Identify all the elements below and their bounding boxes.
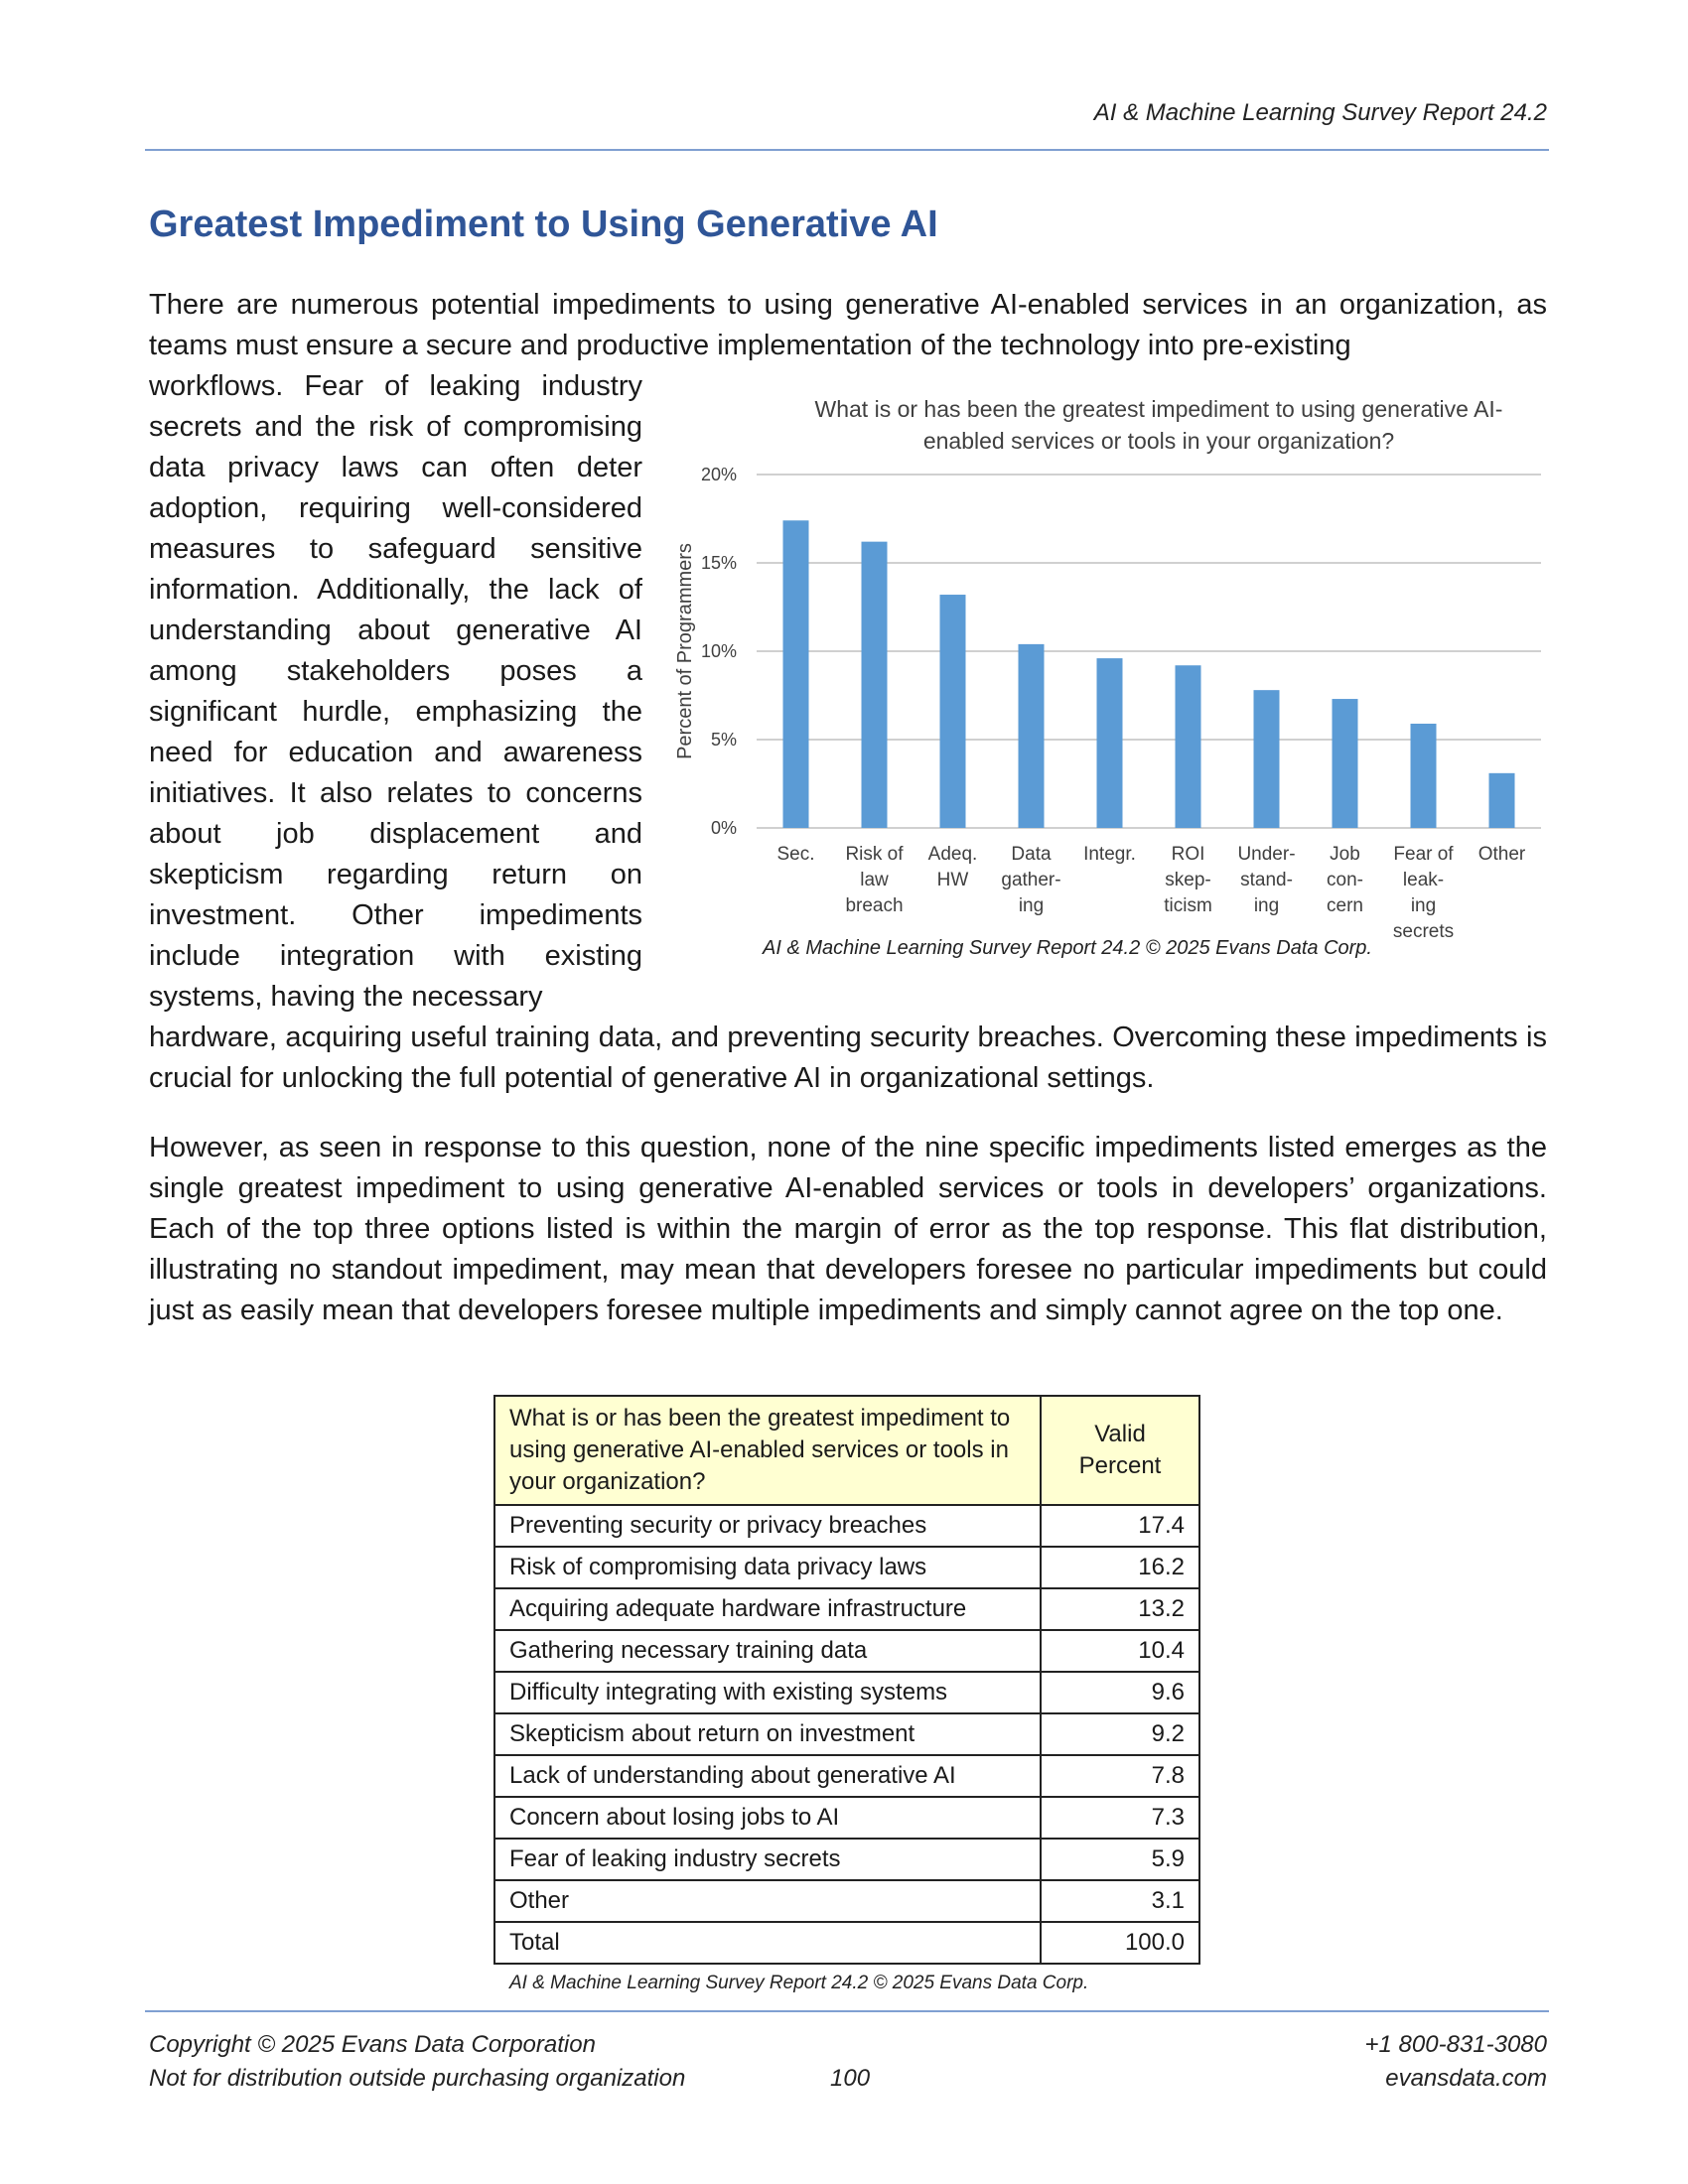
table-row-value: 16.2 — [1041, 1547, 1199, 1588]
table-row-value: 100.0 — [1041, 1922, 1199, 1964]
x-tick-label: Adeq. — [927, 844, 978, 865]
x-tick-label: Other — [1477, 844, 1526, 865]
intro-paragraph-bottom: hardware, acquiring useful training data, and preventing security breaches. Overcoming these impediments is crucial for unlocking the full potential of generative AI in organizational settings. — [149, 1022, 1547, 1094]
table-row-value: 7.3 — [1041, 1797, 1199, 1839]
x-tick-label: ing — [1018, 895, 1045, 916]
y-axis-label: Percent of Programmers — [674, 543, 696, 759]
footer-website: evansdata.com — [1385, 2065, 1547, 2092]
intro-paragraph-left: workflows. Fear of leaking industry secrets and the risk of compromising data privacy laws can often deter adoption, requiring well-considered measures to safeguard sensitive information. Additionally, the lack of understanding about generative AI among stakeholders poses a significant hurdle, emphasizing the need for education and awareness initiatives. It also relates to concerns about job displacement and skepticism regarding return on investment. Other impediments include integration with existing systems, having the necessary — [149, 370, 642, 1013]
section-title: Greatest Impediment to Using Generative AI — [149, 204, 938, 245]
x-tick-label: stand- — [1240, 870, 1293, 890]
header-divider — [145, 149, 1549, 151]
table-row — [494, 1588, 1199, 1630]
running-header: AI & Machine Learning Survey Report 24.2 — [1093, 99, 1547, 126]
table-row-label: Fear of leaking industry secrets — [494, 1839, 1041, 1880]
bar-chart-svg — [667, 389, 1561, 965]
table-row — [494, 1755, 1199, 1797]
footer-distribution: Not for distribution outside purchasing organization — [149, 2065, 686, 2092]
table-row-value: 13.2 — [1041, 1588, 1199, 1630]
table-header-row — [494, 1396, 1199, 1505]
x-tick-label: ing — [1253, 895, 1280, 916]
table-row-label: Preventing security or privacy breaches — [494, 1505, 1041, 1547]
x-tick-label: HW — [936, 870, 969, 890]
table-row-label: Total — [494, 1922, 1041, 1964]
table-row-label: Skepticism about return on investment — [494, 1713, 1041, 1755]
table-row-label: Difficulty integrating with existing systems — [494, 1672, 1041, 1713]
y-tick-label: 0% — [710, 818, 737, 838]
table-row — [494, 1922, 1199, 1964]
bar — [1254, 690, 1280, 828]
analysis-paragraph: However, as seen in response to this question, none of the nine specific impediments listed emerges as the single greatest impediment to using generative AI-enabled services or tools in developers’ organizations. Each of the top three options listed is within the margin of error as the top response. This flat distribution, illustrating no standout impediment, may mean that developers foresee no particular impediments but could just as easily mean that developers foresee multiple impediments and simply cannot agree on the top one. — [149, 1132, 1547, 1326]
y-tick-label: 10% — [700, 641, 737, 661]
x-tick-label: Fear of — [1393, 844, 1454, 865]
x-tick-label: law — [860, 870, 889, 890]
x-tick-label: Under- — [1237, 844, 1296, 865]
table-row — [494, 1505, 1199, 1547]
y-tick-label: 5% — [710, 730, 737, 750]
impediment-chart — [667, 389, 1561, 965]
data-table-container — [493, 1395, 1200, 1994]
bar — [1019, 644, 1045, 828]
bar — [1097, 658, 1123, 828]
table-row-label: Gathering necessary training data — [494, 1630, 1041, 1672]
table-row — [494, 1839, 1199, 1880]
table-row — [494, 1672, 1199, 1713]
x-tick-label: Integr. — [1083, 844, 1136, 865]
x-tick-label: gather- — [1001, 870, 1061, 890]
bar — [1489, 773, 1515, 828]
x-tick-label: Job — [1330, 844, 1360, 865]
table-row — [494, 1880, 1199, 1922]
footer-copyright: Copyright © 2025 Evans Data Corporation — [149, 2031, 596, 2058]
table-row — [494, 1797, 1199, 1839]
table-row-value: 7.8 — [1041, 1755, 1199, 1797]
table-source-caption: AI & Machine Learning Survey Report 24.2 © 2025 Evans Data Corp. — [509, 1973, 1089, 1993]
table-row-value: 10.4 — [1041, 1630, 1199, 1672]
bar — [940, 595, 966, 828]
table-row-label: Lack of understanding about generative AI — [494, 1755, 1041, 1797]
table-row — [494, 1713, 1199, 1755]
table-header-question: What is or has been the greatest impediment to using generative AI-enabled services or tools in your organization? — [494, 1396, 1041, 1505]
impediment-table — [493, 1395, 1200, 1965]
page-number: 100 — [830, 2065, 871, 2092]
chart-source-caption: AI & Machine Learning Survey Report 24.2 © 2025 Evans Data Corp. — [763, 937, 1372, 959]
x-tick-label: Sec. — [776, 844, 815, 865]
table-row-label: Other — [494, 1880, 1041, 1922]
footer-phone: +1 800-831-3080 — [1364, 2031, 1547, 2058]
table-row-value: 3.1 — [1041, 1880, 1199, 1922]
bar — [783, 520, 809, 828]
x-tick-label: Data — [1011, 844, 1052, 865]
table-row — [494, 1630, 1199, 1672]
x-tick-label: cern — [1327, 895, 1363, 916]
bar — [1333, 699, 1358, 828]
y-tick-label: 20% — [700, 465, 737, 484]
table-row-label: Concern about losing jobs to AI — [494, 1797, 1041, 1839]
table-row — [494, 1547, 1199, 1588]
bar — [1176, 665, 1201, 828]
x-tick-label: breach — [845, 895, 904, 916]
x-tick-label: ing — [1410, 895, 1437, 916]
x-tick-label: leak- — [1402, 870, 1445, 890]
y-tick-label: 15% — [700, 553, 737, 573]
table-row-label: Risk of compromising data privacy laws — [494, 1547, 1041, 1588]
table-row-value: 5.9 — [1041, 1839, 1199, 1880]
table-row-value: 17.4 — [1041, 1505, 1199, 1547]
table-row-value: 9.2 — [1041, 1713, 1199, 1755]
table-row-label: Acquiring adequate hardware infrastructure — [494, 1588, 1041, 1630]
x-tick-label: Risk of — [845, 844, 904, 865]
intro-paragraph-top: There are numerous potential impediments to using generative AI-enabled services in an organization, as teams must ensure a secure and productive implementation of the technology into pre-existing — [149, 289, 1547, 361]
chart-title-line: enabled services or tools in your organization? — [922, 428, 1395, 454]
x-tick-label: ROI — [1171, 844, 1205, 865]
bar — [862, 542, 888, 828]
x-tick-label: ticism — [1164, 895, 1212, 916]
table-header-valid-percent: Valid Percent — [1041, 1396, 1199, 1505]
chart-title-line: What is or has been the greatest impediment to using generative AI- — [814, 396, 1503, 422]
x-tick-label: secrets — [1392, 921, 1455, 942]
x-tick-label: con- — [1327, 870, 1363, 890]
x-tick-label: skep- — [1165, 870, 1211, 890]
table-row-value: 9.6 — [1041, 1672, 1199, 1713]
bar — [1411, 724, 1437, 828]
footer-divider — [145, 2010, 1549, 2012]
